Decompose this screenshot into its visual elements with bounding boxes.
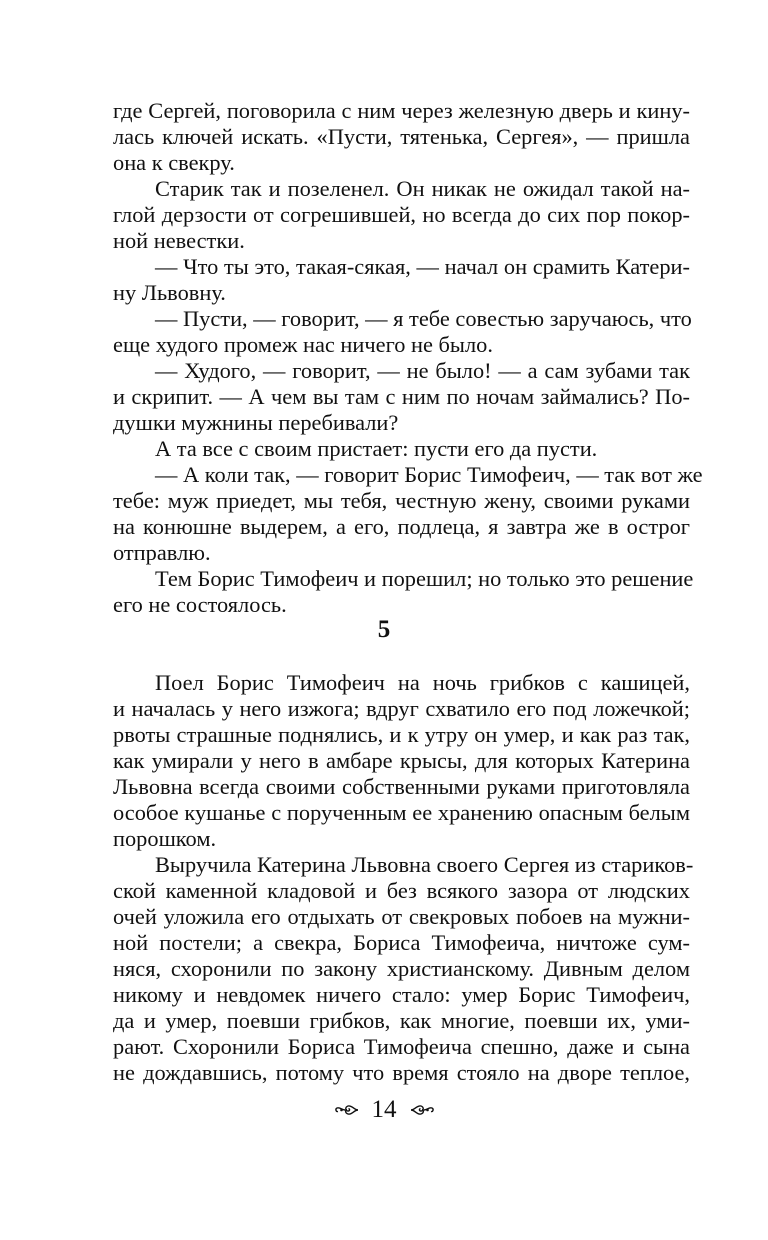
text-line: — А коли так, — говорит Борис Тимофеич, — так вот же xyxy=(155,462,703,487)
text-line: — Худого, — говорит, — не было! — а сам зубами так xyxy=(155,358,690,383)
text-line: ной постели; а свекра, Бориса Тимофеича, ничтоже сум- xyxy=(113,930,690,955)
text-line: где Сергей, поговорила с ним через железную дверь и кину- xyxy=(113,98,690,123)
text-line: его не состоялось. xyxy=(113,592,287,617)
text-line: порошком. xyxy=(113,826,217,851)
text-line: на конюшне выдерем, а его, подлеца, я завтра же в острог xyxy=(113,514,690,539)
text-line: душки мужнины перебивали? xyxy=(113,410,399,435)
text-line: и началась у него изжога; вдруг схватило его под ложечкой; xyxy=(113,696,690,721)
page-footer xyxy=(0,1093,768,1127)
text-line: лась ключей искать. «Пусти, тятенька, Сергея», — пришла xyxy=(113,124,690,149)
text-line: Львовна всегда своими собственными руками приготовляла xyxy=(113,774,690,799)
left-ornament-icon xyxy=(334,1102,360,1118)
chapter-heading: 5 xyxy=(377,616,391,643)
text-line: и скрипит. — А чем вы там с ним по ночам займались? По- xyxy=(113,384,690,409)
text-line: няся, схоронили по закону христианскому. Дивным делом xyxy=(113,956,690,981)
text-line: очей уложила его отдыхать от свекровых побоев на мужни- xyxy=(113,904,690,929)
text-line: еще худого промеж нас ничего не было. xyxy=(113,332,493,357)
text-line: А та все с своим пристает: пусти его да пусти. xyxy=(155,436,598,461)
text-line: тебе: муж приедет, мы тебя, честную жену, своими руками xyxy=(113,488,690,513)
text-line: рвоты страшные поднялись, и к утру он умер, и как раз так, xyxy=(113,722,690,747)
page-number: 14 xyxy=(371,1096,397,1123)
text-line: глой дерзости от согрешившей, но всегда до сих пор покор- xyxy=(113,202,690,227)
text-line: ской каменной кладовой и без всякого зазора от людских xyxy=(113,878,690,903)
text-line: не дождавшись, потому что время стояло на дворе теплое, xyxy=(113,1060,690,1085)
text-line: да и умер, поевши грибков, как многие, поевши их, уми- xyxy=(113,1008,690,1033)
right-ornament-icon xyxy=(409,1102,435,1118)
text-line: — Пусти, — говорит, — я тебе совестью заручаюсь, что xyxy=(155,306,692,331)
text-line: отправлю. xyxy=(113,540,211,565)
text-line: ну Львовну. xyxy=(113,280,226,305)
text-line: Тем Борис Тимофеич и порешил; но только это решение xyxy=(155,566,694,591)
text-line: особое кушанье с порученным ее хранению опасным белым xyxy=(113,800,690,825)
text-line: никому и невдомек ничего стало: умер Борис Тимофеич, xyxy=(113,982,690,1007)
text-line: ной невестки. xyxy=(113,228,245,253)
text-line: Поел Борис Тимофеич на ночь грибков с кашицей, xyxy=(155,670,690,695)
text-line: рают. Схоронили Бориса Тимофеича спешно, даже и сына xyxy=(113,1034,690,1059)
text-line: она к свекру. xyxy=(113,150,235,175)
text-line: как умирали у него в амбаре крысы, для которых Катерина xyxy=(113,748,690,773)
text-line: — Что ты это, такая-сякая, — начал он срамить Катери- xyxy=(155,254,690,279)
text-line: Старик так и позеленел. Он никак не ожидал такой на- xyxy=(155,176,690,201)
text-line: Выручила Катерина Львовна своего Сергея из стариков- xyxy=(155,852,694,877)
